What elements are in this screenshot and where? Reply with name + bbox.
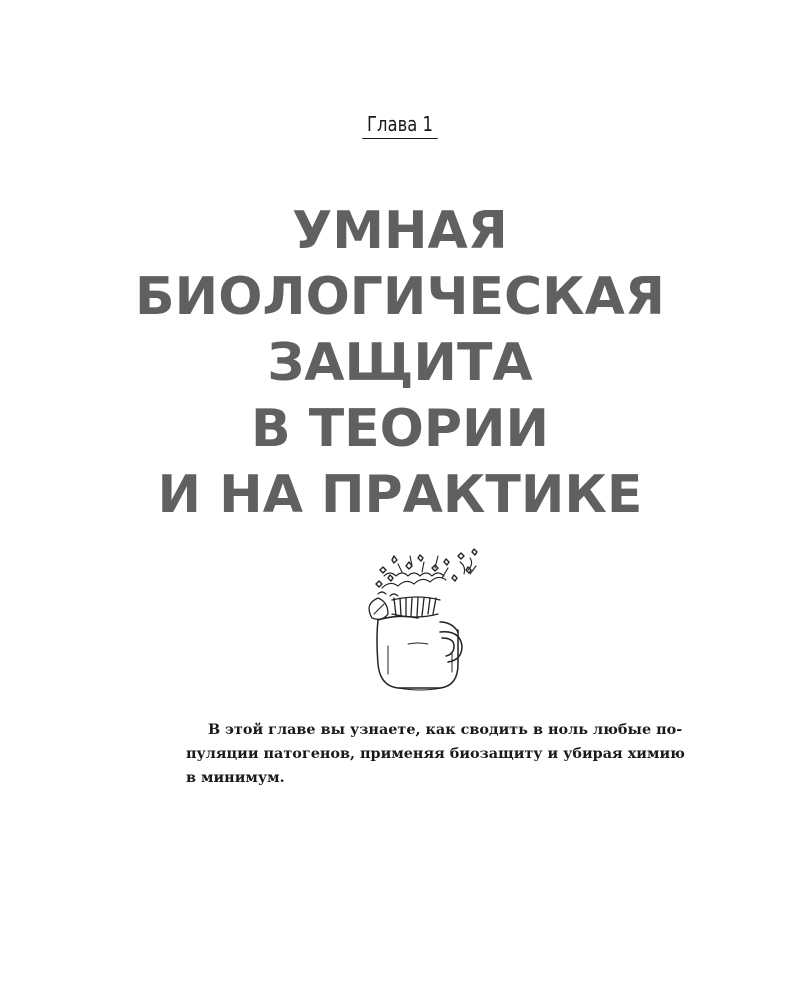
chapter-intro-paragraph [186, 718, 685, 790]
chapter-title-line: ЗАЩИТА [267, 333, 533, 393]
intro-line: пуляции патогенов, применяя биозащиту и убирая химию [186, 745, 685, 762]
chapter-label [72, 112, 728, 139]
flower-pot-sketch-icon [348, 548, 488, 694]
chapter-number: Глава 1 [362, 112, 438, 139]
chapter-title [0, 198, 800, 528]
intro-line: в минимум. [186, 769, 285, 786]
intro-line: В этой главе вы узнаете, как сводить в ноль любые по- [208, 721, 683, 738]
chapter-title-line: В ТЕОРИИ [250, 399, 550, 459]
chapter-title-line: УМНАЯ [292, 201, 508, 261]
chapter-title-line: БИОЛОГИЧЕСКАЯ [135, 267, 665, 327]
chapter-title-line: И НА ПРАКТИКЕ [157, 465, 643, 525]
